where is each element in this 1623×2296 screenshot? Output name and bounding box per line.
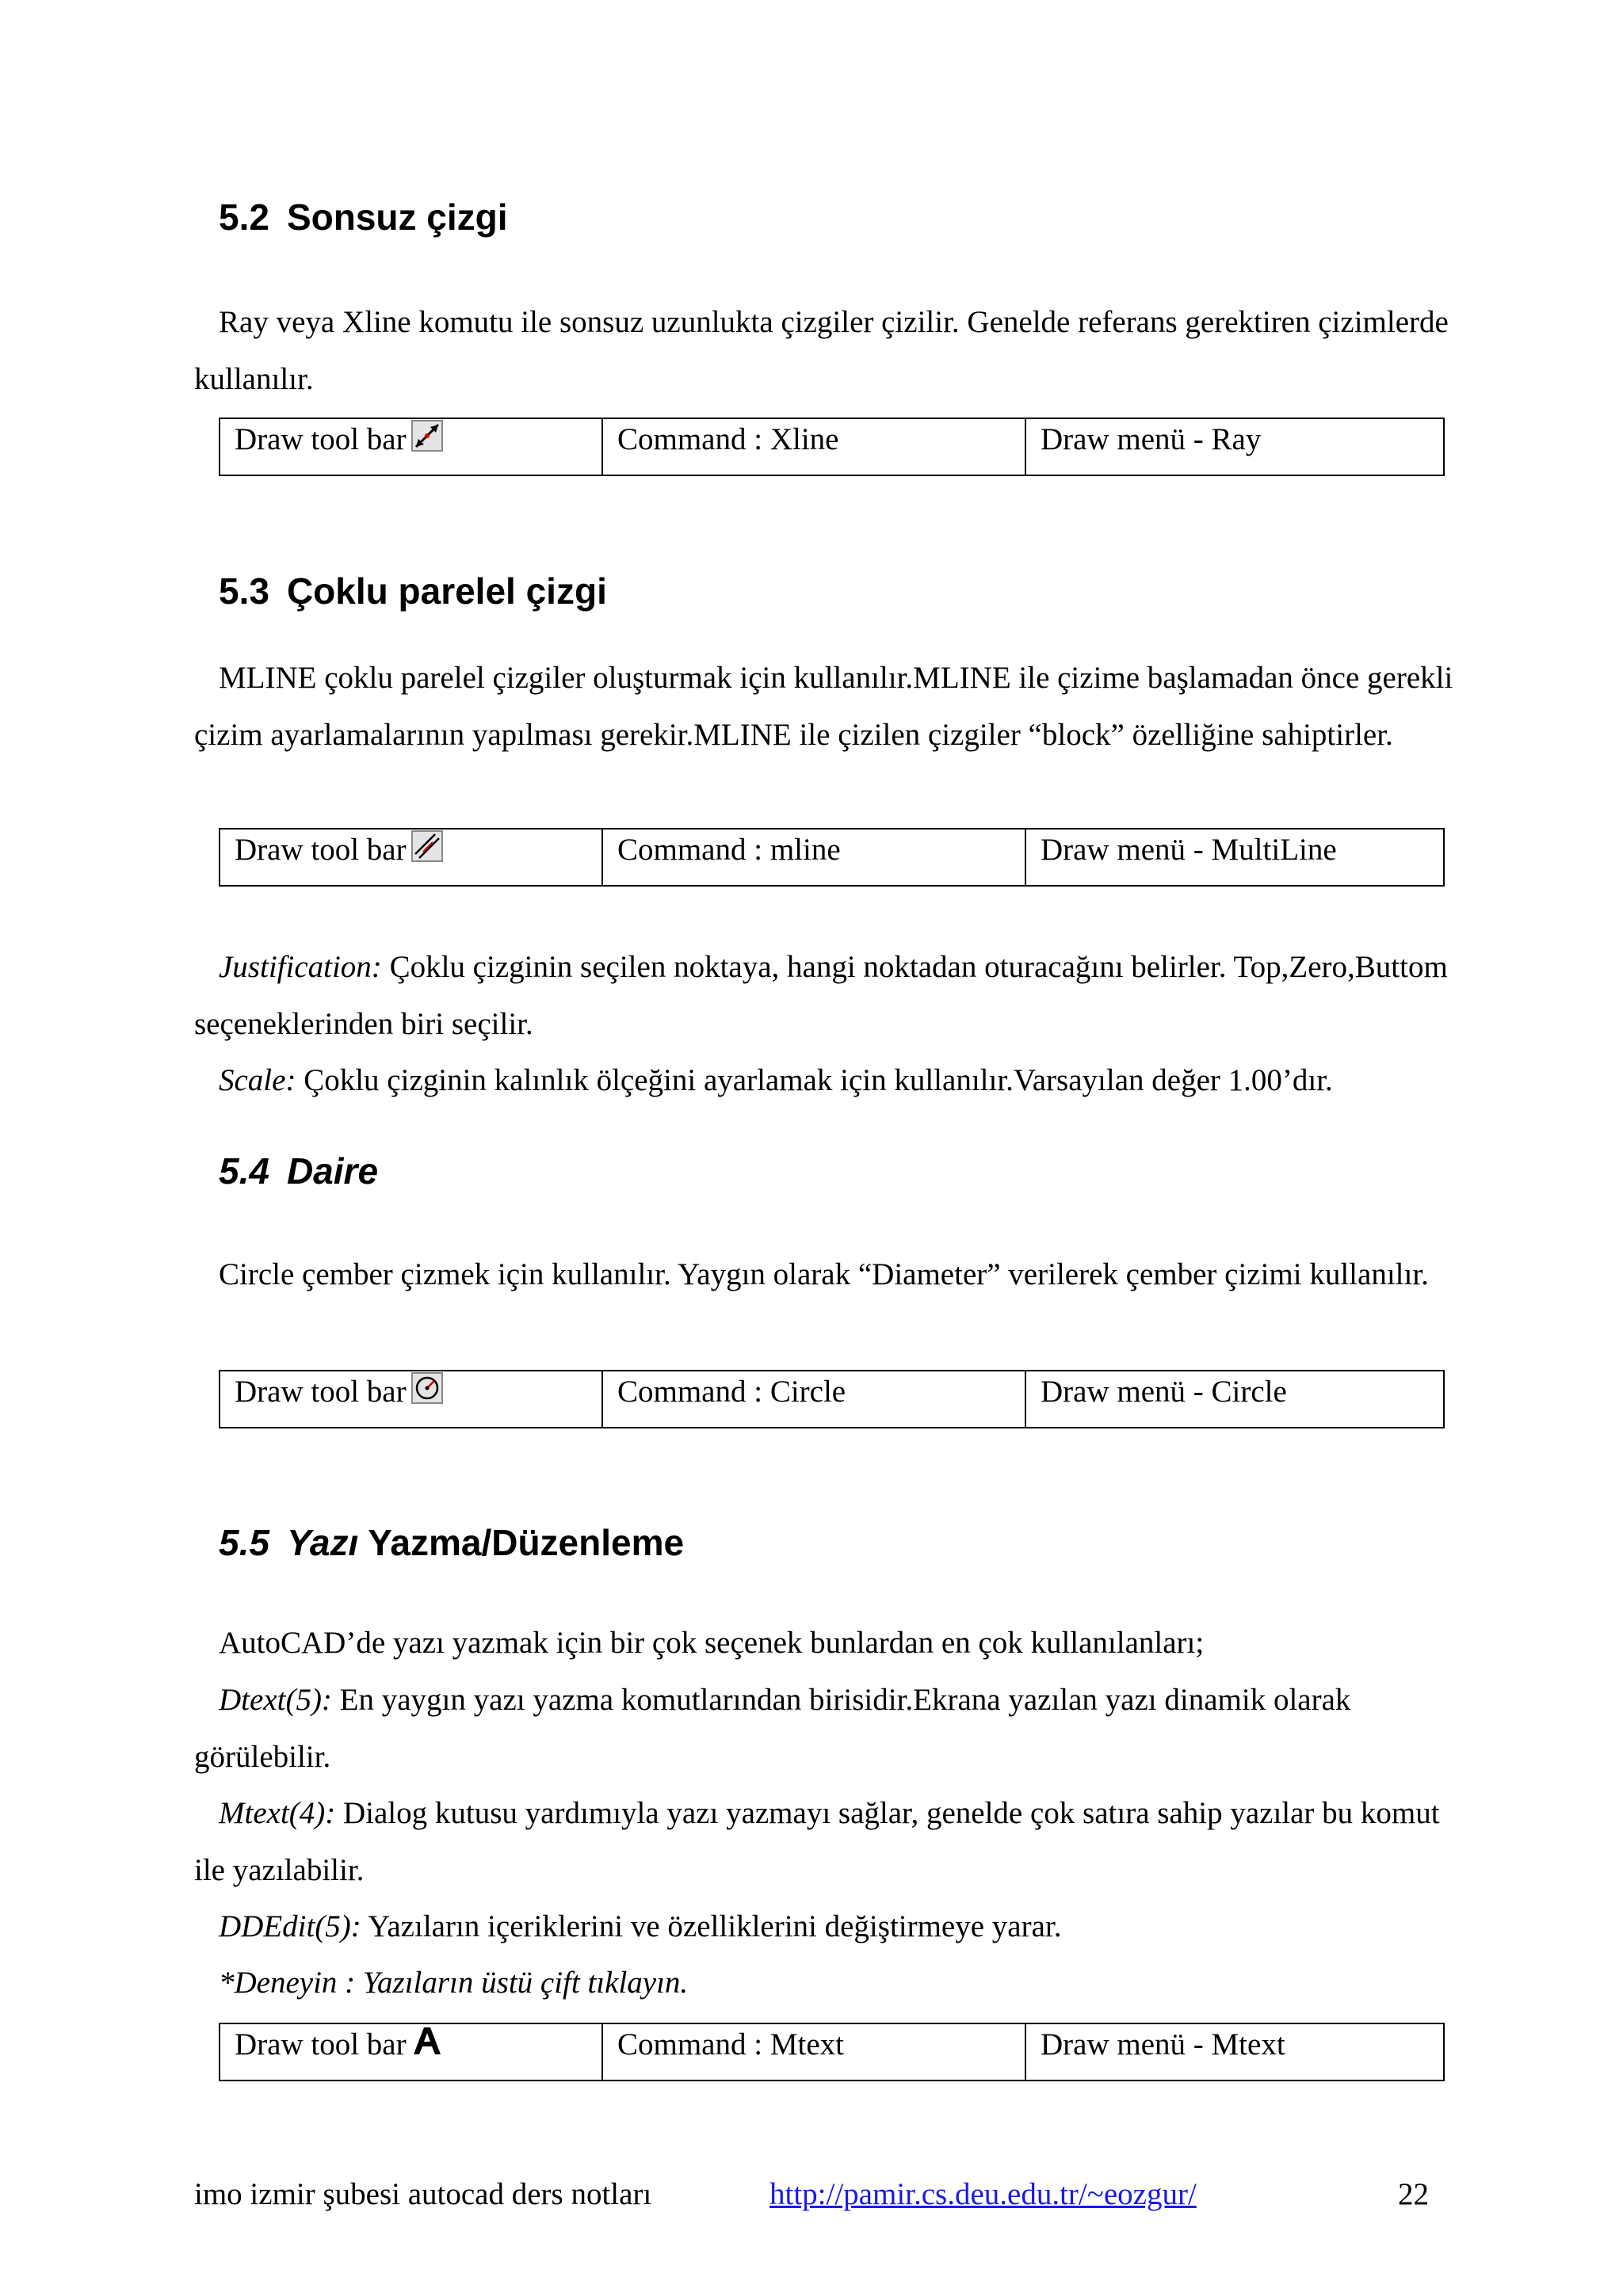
section-title: Sonsuz çizgi <box>286 196 508 238</box>
section-title-italic: Yazı <box>286 1522 359 1563</box>
section-number: 5.4 <box>219 1150 269 1192</box>
section-heading <box>219 1149 378 1193</box>
tip-paragraph <box>194 1955 1462 2012</box>
command-cell: Command : Mtext <box>602 2023 1025 2081</box>
menu-cell: Draw menü - Ray <box>1025 418 1444 475</box>
toolbar-cell <box>220 2023 602 2081</box>
circle-icon <box>411 1372 443 1404</box>
section-paragraph: Circle çember çizmek için kullanılır. Yaygın olarak “Diameter” verilerek çember çizimi kullanılır. <box>219 1257 1429 1291</box>
command-table <box>219 1370 1445 1428</box>
note-text: Çoklu çizginin kalınlık ölçeğini ayarlamak için kullanılır.Varsayılan değer 1.00’dır. <box>304 1063 1333 1097</box>
command-cell: Command : Xline <box>602 418 1025 475</box>
footer-link-wrapper <box>769 2175 1197 2214</box>
toolbar-label: Draw tool bar <box>235 2027 407 2061</box>
toolbar-label: Draw tool bar <box>235 1375 407 1409</box>
note-term: Mtext(4): <box>219 1796 336 1830</box>
note-text: Dialog kutusu yardımıyla yazı yazmayı sağlar, genelde çok satıra sahip yazılar bu komut ile yazılabilir. <box>194 1796 1440 1887</box>
menu-cell: Draw menü - MultiLine <box>1025 829 1444 886</box>
note-text: Yazıların içeriklerini ve özelliklerini değiştirmeye yarar. <box>368 1909 1062 1943</box>
section-title: Çoklu parelel çizgi <box>286 570 607 612</box>
section-number: 5.5 <box>219 1522 269 1563</box>
toolbar-label: Draw tool bar <box>235 422 407 456</box>
command-table <box>219 2023 1445 2081</box>
note-paragraph <box>194 1898 1462 1955</box>
section-heading <box>219 569 607 613</box>
toolbar-cell <box>220 829 602 886</box>
mline-icon <box>411 830 443 862</box>
section-title: Daire <box>286 1150 379 1192</box>
toolbar-label: Draw tool bar <box>235 833 407 867</box>
footer-link[interactable]: http://pamir.cs.deu.edu.tr/~eozgur/ <box>769 2177 1197 2211</box>
note-term: Dtext(5): <box>219 1683 332 1717</box>
note-term: Justification: <box>219 950 382 984</box>
command-table <box>219 418 1445 476</box>
intro-paragraph: AutoCAD’de yazı yazmak için bir çok seçenek bunlardan en çok kullanılanları; <box>219 1626 1205 1660</box>
tip-text: *Deneyin : Yazıların üstü çift tıklayın. <box>219 1966 689 2000</box>
section-paragraph: Ray veya Xline komutu ile sonsuz uzunlukta çizgiler çizilir. Genelde referans gerektiren çizimlerde kullanılır. <box>194 305 1449 396</box>
note-paragraph <box>194 939 1462 1052</box>
text-icon <box>411 2025 443 2057</box>
note-paragraph <box>194 1785 1462 1898</box>
toolbar-cell <box>220 1371 602 1428</box>
command-table <box>219 828 1445 887</box>
note-term: DDEdit(5): <box>219 1909 361 1943</box>
menu-cell: Draw menü - Mtext <box>1025 2023 1444 2081</box>
footer-text: imo izmir şubesi autocad ders notları <box>194 2177 652 2211</box>
toolbar-cell <box>220 418 602 475</box>
xline-icon <box>411 420 443 452</box>
section-paragraph: MLINE çoklu parelel çizgiler oluşturmak için kullanılır.MLINE ile çizime başlamadan önce gerekli çizim ayarlamalarının yapılması gerekir.MLINE ile çizilen çizgiler “block” özelliğine sahiptirler. <box>194 661 1453 752</box>
section-title: Yazma/Düzenleme <box>368 1522 685 1563</box>
note-text: Çoklu çizginin seçilen noktaya, hangi noktadan oturacağını belirler. Top,Zero,Buttom seçeneklerinden biri seçilir. <box>194 950 1448 1041</box>
note-paragraph <box>194 1052 1462 1109</box>
menu-cell: Draw menü - Circle <box>1025 1371 1444 1428</box>
section-heading <box>219 195 508 239</box>
command-cell: Command : mline <box>602 829 1025 886</box>
note-term: Scale: <box>219 1063 296 1097</box>
note-paragraph <box>194 1672 1462 1785</box>
section-heading <box>219 1520 684 1565</box>
section-number: 5.3 <box>219 570 269 612</box>
command-cell: Command : Circle <box>602 1371 1025 1428</box>
section-number: 5.2 <box>219 196 269 238</box>
note-text: En yaygın yazı yazma komutlarından birisidir.Ekrana yazılan yazı dinamik olarak görülebilir. <box>194 1683 1351 1774</box>
page-number: 22 <box>1398 2177 1429 2211</box>
